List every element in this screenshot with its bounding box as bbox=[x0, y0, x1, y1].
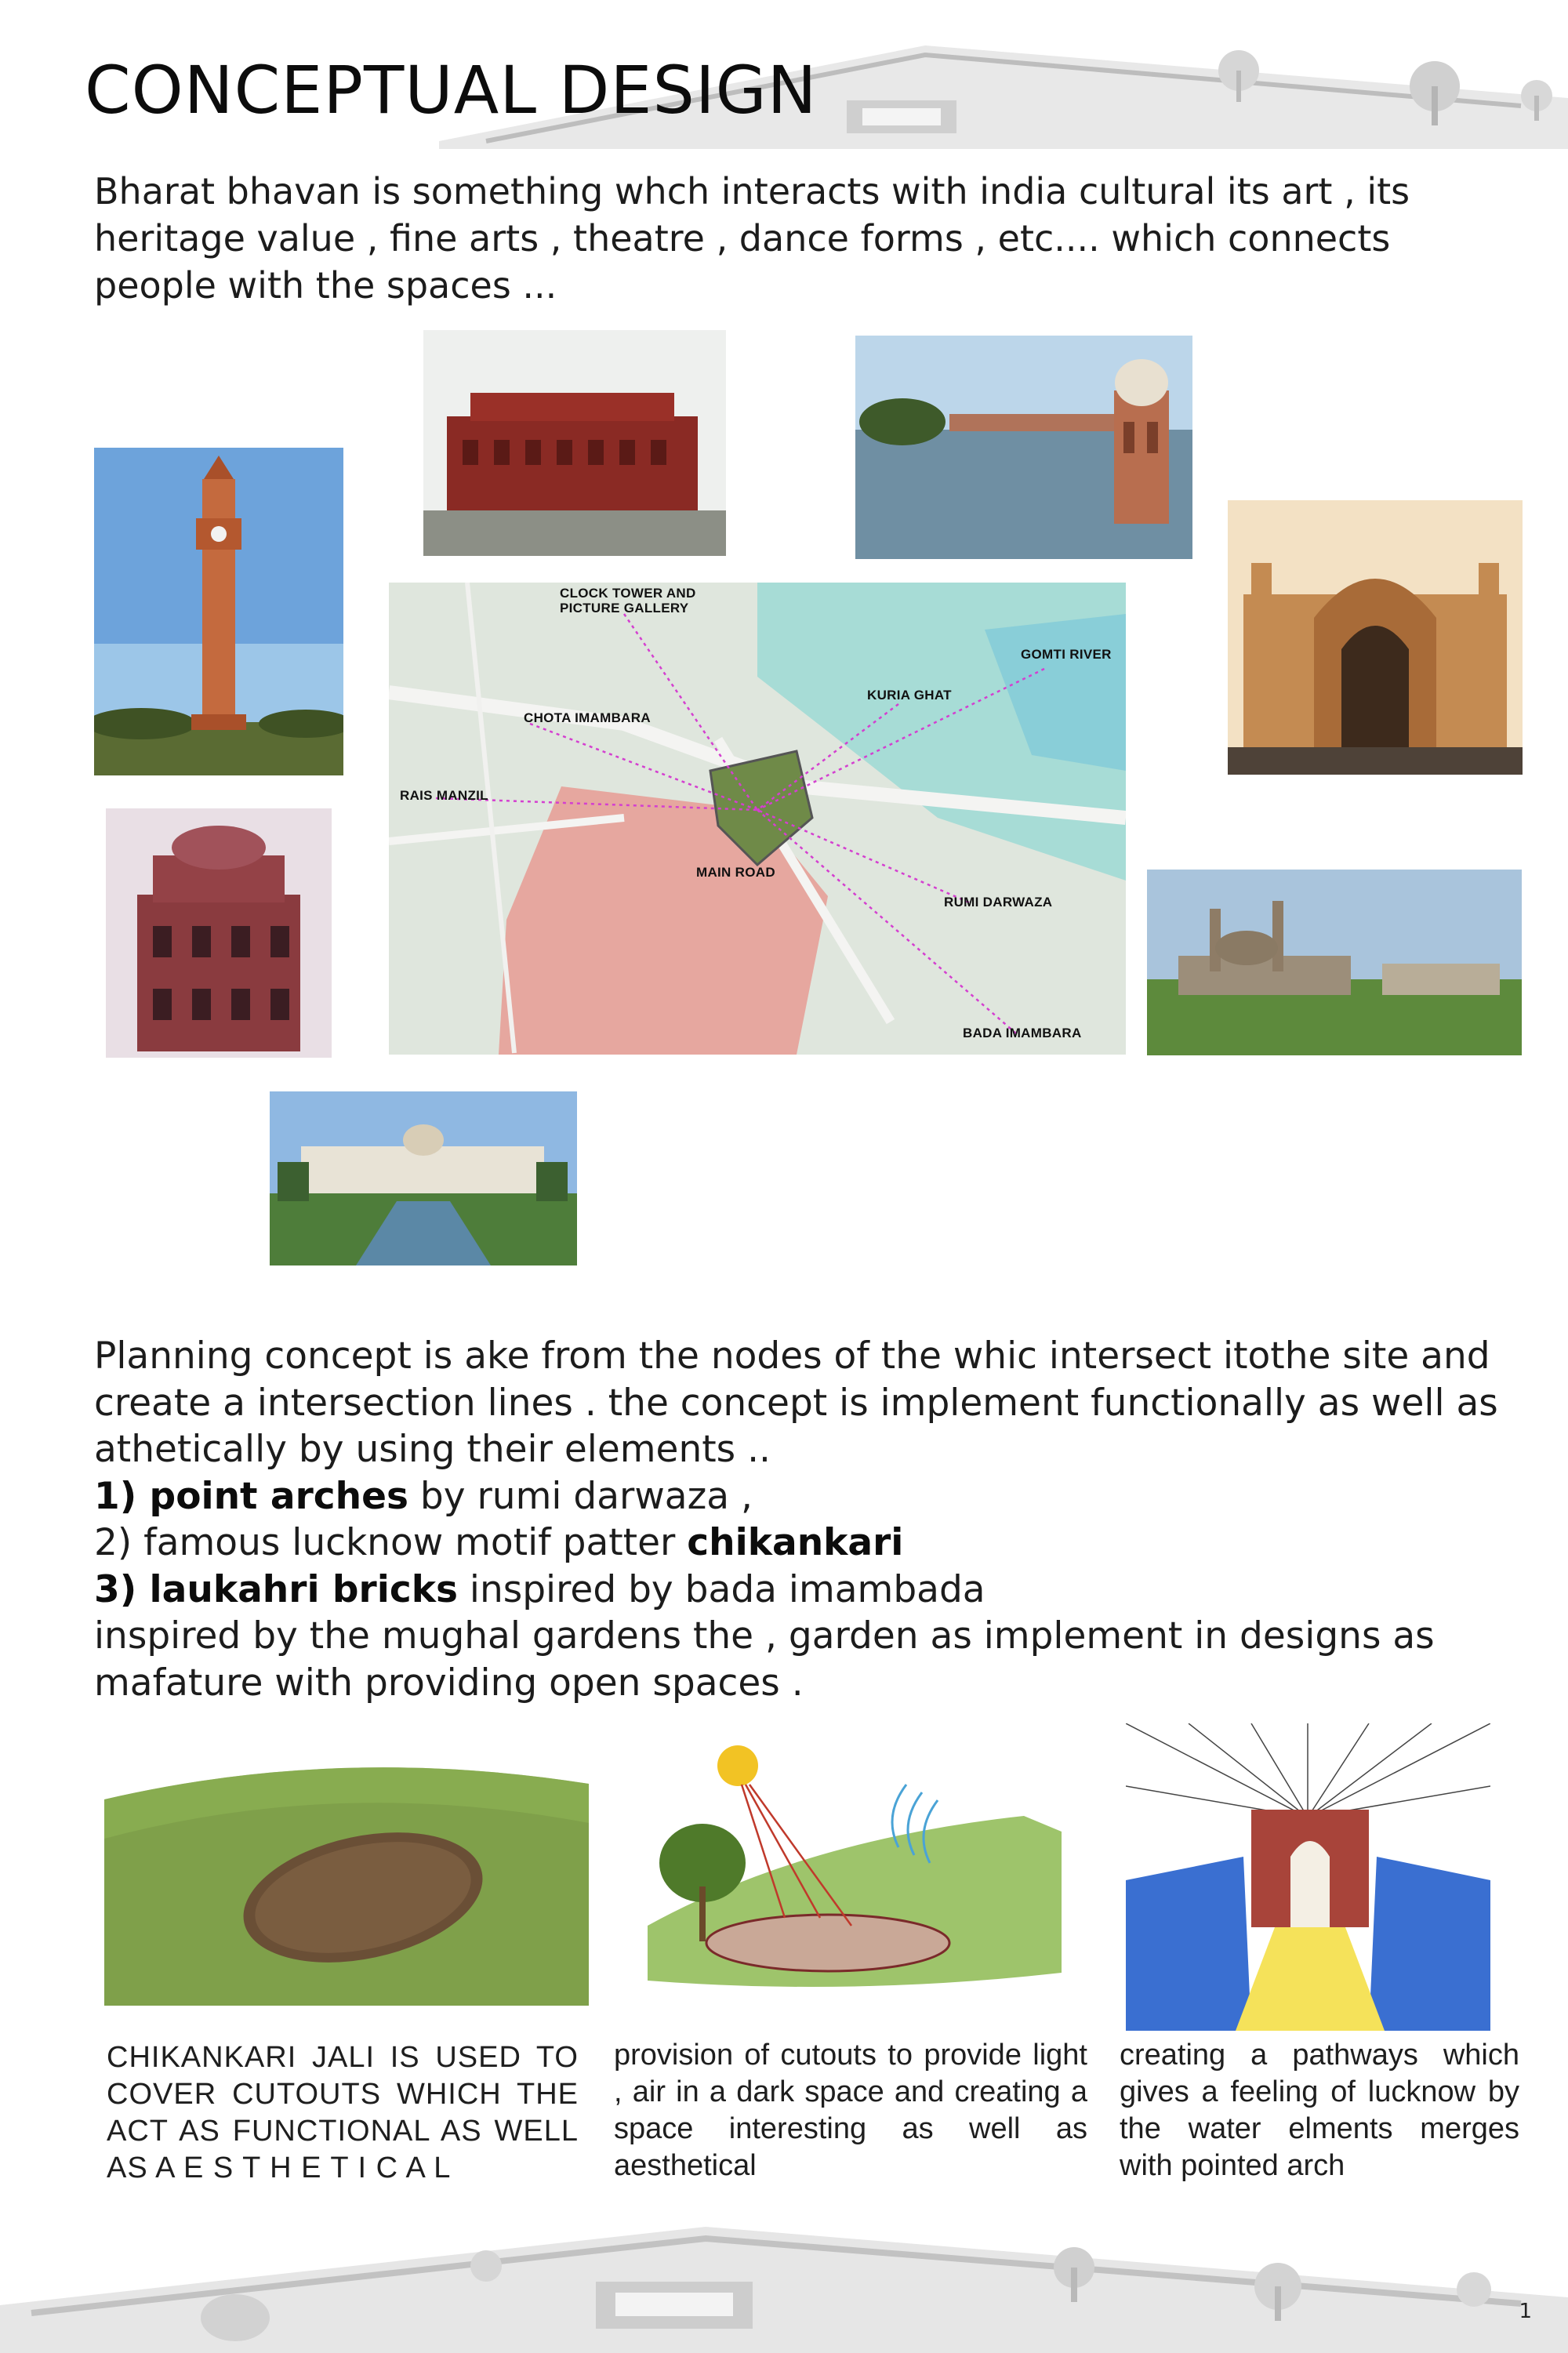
river-chhatri-photo bbox=[855, 336, 1192, 559]
concept-item-3 bbox=[94, 1567, 1521, 1614]
map-label-rais-manzil: RAIS MANZIL bbox=[400, 788, 488, 803]
pointed-arch-pathway-sketch bbox=[1126, 1723, 1490, 2031]
rumi-darwaza-photo bbox=[1228, 500, 1523, 775]
jali-cutout-render bbox=[104, 1752, 589, 2006]
map-label-main-road: MAIN ROAD bbox=[696, 865, 775, 880]
concept-item-2-text: 2) famous lucknow motif patter bbox=[94, 1521, 688, 1564]
map-label-gomti-river: GOMTI RIVER bbox=[1021, 647, 1112, 662]
map-label-bada-imambara: BADA IMAMBARA bbox=[963, 1026, 1082, 1040]
intro-paragraph: Bharat bhavan is something whch interacts with india cultural its art , its heritage value , fine arts , theatre , dance forms , etc.... which connects people with the spaces ... bbox=[94, 170, 1410, 307]
red-heritage-building-photo bbox=[423, 330, 726, 556]
concept-item-3-text: inspired by bada imambada bbox=[457, 1567, 985, 1611]
concept-item-1-bold: 1) point arches bbox=[94, 1474, 408, 1518]
palace-pool-photo bbox=[270, 1091, 577, 1265]
concept-item-3-bold: 3) laukahri bricks bbox=[94, 1567, 458, 1611]
site-context-map bbox=[389, 583, 1126, 1055]
concept-item-1-text: by rumi darwaza , bbox=[408, 1474, 753, 1518]
caption-cutouts: provision of cutouts to provide light , air in a dark space and creating a space interesting as well as aesthetical bbox=[614, 2039, 1087, 2182]
page-title: CONCEPTUAL DESIGN bbox=[85, 52, 818, 129]
bada-imambara-photo bbox=[1147, 870, 1522, 1055]
concept-item-2-bold: chikankari bbox=[687, 1521, 904, 1564]
planning-concept-paragraph: Planning concept is ake from the nodes of the whic intersect itothe site and create a intersection lines . the concept is implement functionally as well as athetically by using their elements .. bbox=[94, 1334, 1498, 1471]
caption-pathways: creating a pathways which gives a feeling of lucknow by the water elments merges with pointed arch bbox=[1120, 2039, 1519, 2182]
concept-item-1 bbox=[94, 1473, 1521, 1520]
concept-closing: inspired by the mughal gardens the , garden as implement in designs as mafature with providing open spaces . bbox=[94, 1614, 1435, 1705]
light-air-sketch bbox=[648, 1738, 1062, 2017]
concept-item-2 bbox=[94, 1520, 1521, 1567]
caption-chikankari-jali: CHIKANKARI JALI IS USED TO COVER CUTOUTS WHICH THE ACT AS FUNCTIONAL AS WELL AS A E S T H E T I C A L bbox=[107, 2041, 579, 2184]
planning-concept-text bbox=[94, 1333, 1521, 1706]
footer-building-silhouette bbox=[0, 2211, 1568, 2353]
page-number: 1 bbox=[1519, 2300, 1532, 2323]
clock-tower-photo bbox=[94, 448, 343, 775]
map-label-rumi-darwaza: RUMI DARWAZA bbox=[944, 895, 1053, 910]
map-label-chota-imambara: CHOTA IMAMBARA bbox=[524, 710, 651, 725]
octagonal-tower-photo bbox=[106, 808, 332, 1058]
map-label-clock-tower: CLOCK TOWER AND PICTURE GALLERY bbox=[560, 586, 696, 615]
map-label-kuria-ghat: KURIA GHAT bbox=[867, 688, 952, 703]
